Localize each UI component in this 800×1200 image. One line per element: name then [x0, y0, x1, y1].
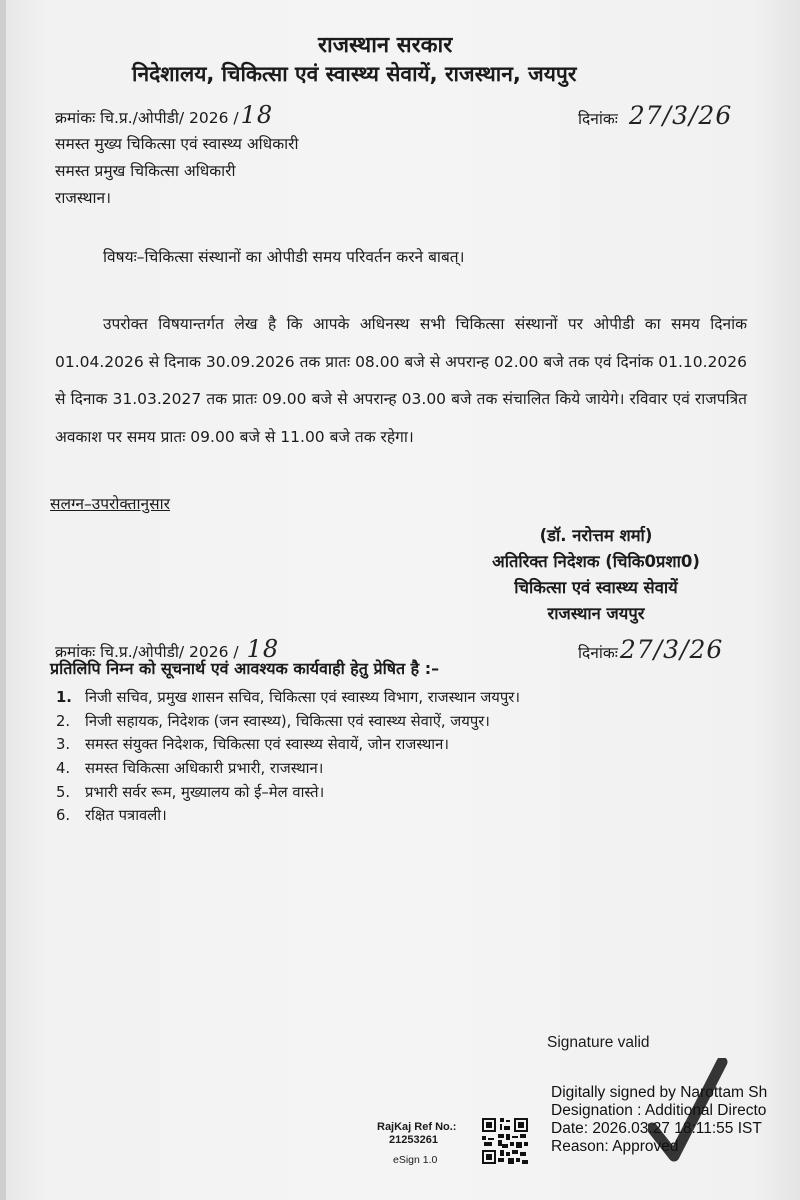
signatory-name: (डॉ. नरोत्तम शर्मा)	[539, 526, 653, 545]
esign-signed-by: Digitally signed by Narottam Sh	[551, 1084, 768, 1101]
esign-date: Date: 2026.03.27 18:11:55 IST	[551, 1120, 762, 1137]
body-text: उपरोक्त विषयान्तर्गत लेख है कि आपके अधिनस्थ सभी चिकित्सा संस्थानों पर ओपीडी का समय दिनांक 01.04.2026 से दिनाक 30.09.2026 तक प्रातः 08.00 बजे से अपरान्ह 02.00 बजे तक एवं दिनांक 01.10.2026 से दिनाक 31.03.2027 तक प्रातः 09.00 बजे से अपरान्ह 03.00 बजे तक संचालित किये जायेगे। रविवार एवं राजपत्रित अवकाश पर समय प्रातः 09.00 बजे से 11.00 बजे तक रहेगा।	[55, 315, 747, 446]
header-department: निदेशालय, चिकित्सा एवं स्वास्थ्य सेवायें, राजस्थान, जयपुर	[132, 62, 577, 86]
esign-version: eSign 1.0	[393, 1154, 438, 1166]
qr-code-icon	[480, 1116, 530, 1166]
recipient-line: समस्त प्रमुख चिकित्सा अधिकारी	[55, 162, 236, 180]
copy-list	[56, 686, 520, 828]
ref-number-prefix: क्रमांकः चि.प्र./ओपीडी/ 2026 /	[55, 643, 239, 661]
recipient-line: समस्त मुख्य चिकित्सा एवं स्वास्थ्य अधिकारी	[55, 135, 299, 153]
header-government: राजस्थान सरकार	[318, 33, 453, 58]
ref-number-handwritten: 18	[240, 101, 274, 129]
esign-reason: Reason: Approved	[551, 1138, 679, 1155]
signatory-office: चिकित्सा एवं स्वास्थ्य सेवायें	[514, 578, 678, 597]
esign-designation: Designation : Additional Directo	[551, 1102, 767, 1119]
signature-status: Signature valid	[547, 1034, 650, 1051]
recipient-line: राजस्थान।	[55, 189, 111, 207]
rajkaj-ref-number: 21253261	[389, 1134, 438, 1146]
list-item: 5. प्रभारी सर्वर रूम, मुख्यालय को ई–मेल वास्ते।	[56, 783, 325, 801]
ref-number	[55, 101, 273, 129]
signatory-designation: अतिरिक्त निदेशक (चिकि0प्रशा0)	[492, 552, 700, 571]
signatory-block	[466, 523, 726, 627]
ref-date-handwritten: 27/3/26	[619, 635, 724, 664]
paper-edge-shadow	[0, 0, 6, 1200]
copy-heading: प्रतिलिपि निम्न को सूचनार्थ एवं आवश्यक कार्यवाही हेतु प्रेषित है :–	[50, 659, 440, 678]
list-item: 1. निजी सचिव, प्रमुख शासन सचिव, चिकित्सा एवं स्वास्थ्य विभाग, राजस्थान जयपुर।	[56, 689, 520, 706]
rajkaj-ref-label: RajKaj Ref No.:	[377, 1121, 457, 1133]
ref-date-label: दिनांकः	[578, 110, 618, 128]
body-paragraph	[55, 306, 747, 456]
subject-line: विषयः–चिकित्सा संस्थानों का ओपीडी समय परिवर्तन करने बाबत्।	[103, 248, 465, 266]
ref-date-label: दिनांकः	[578, 644, 618, 662]
signatory-place: राजस्थान जयपुर	[547, 604, 645, 623]
ref-date-copy	[578, 635, 723, 664]
list-item: 2. निजी सहायक, निदेशक (जन स्वास्थ्य), चिकित्सा एवं स्वास्थ्य सेवाऐं, जयपुर।	[56, 712, 490, 730]
ref-date	[578, 101, 732, 130]
ref-number-prefix: क्रमांकः चि.प्र./ओपीडी/ 2026 /	[55, 109, 239, 127]
list-item: 3. समस्त संयुक्त निदेशक, चिकित्सा एवं स्वास्थ्य सेवायें, जोन राजस्थान।	[56, 736, 449, 754]
list-item: 6. रक्षित पत्रावली।	[56, 807, 167, 825]
list-item: 4. समस्त चिकित्सा अधिकारी प्रभारी, राजस्थान।	[56, 760, 324, 778]
ref-number-handwritten: 18	[246, 635, 280, 663]
ref-date-handwritten: 27/3/26	[628, 101, 733, 130]
enclosure-note: सलग्न–उपरोक्तानुसार	[50, 495, 170, 513]
